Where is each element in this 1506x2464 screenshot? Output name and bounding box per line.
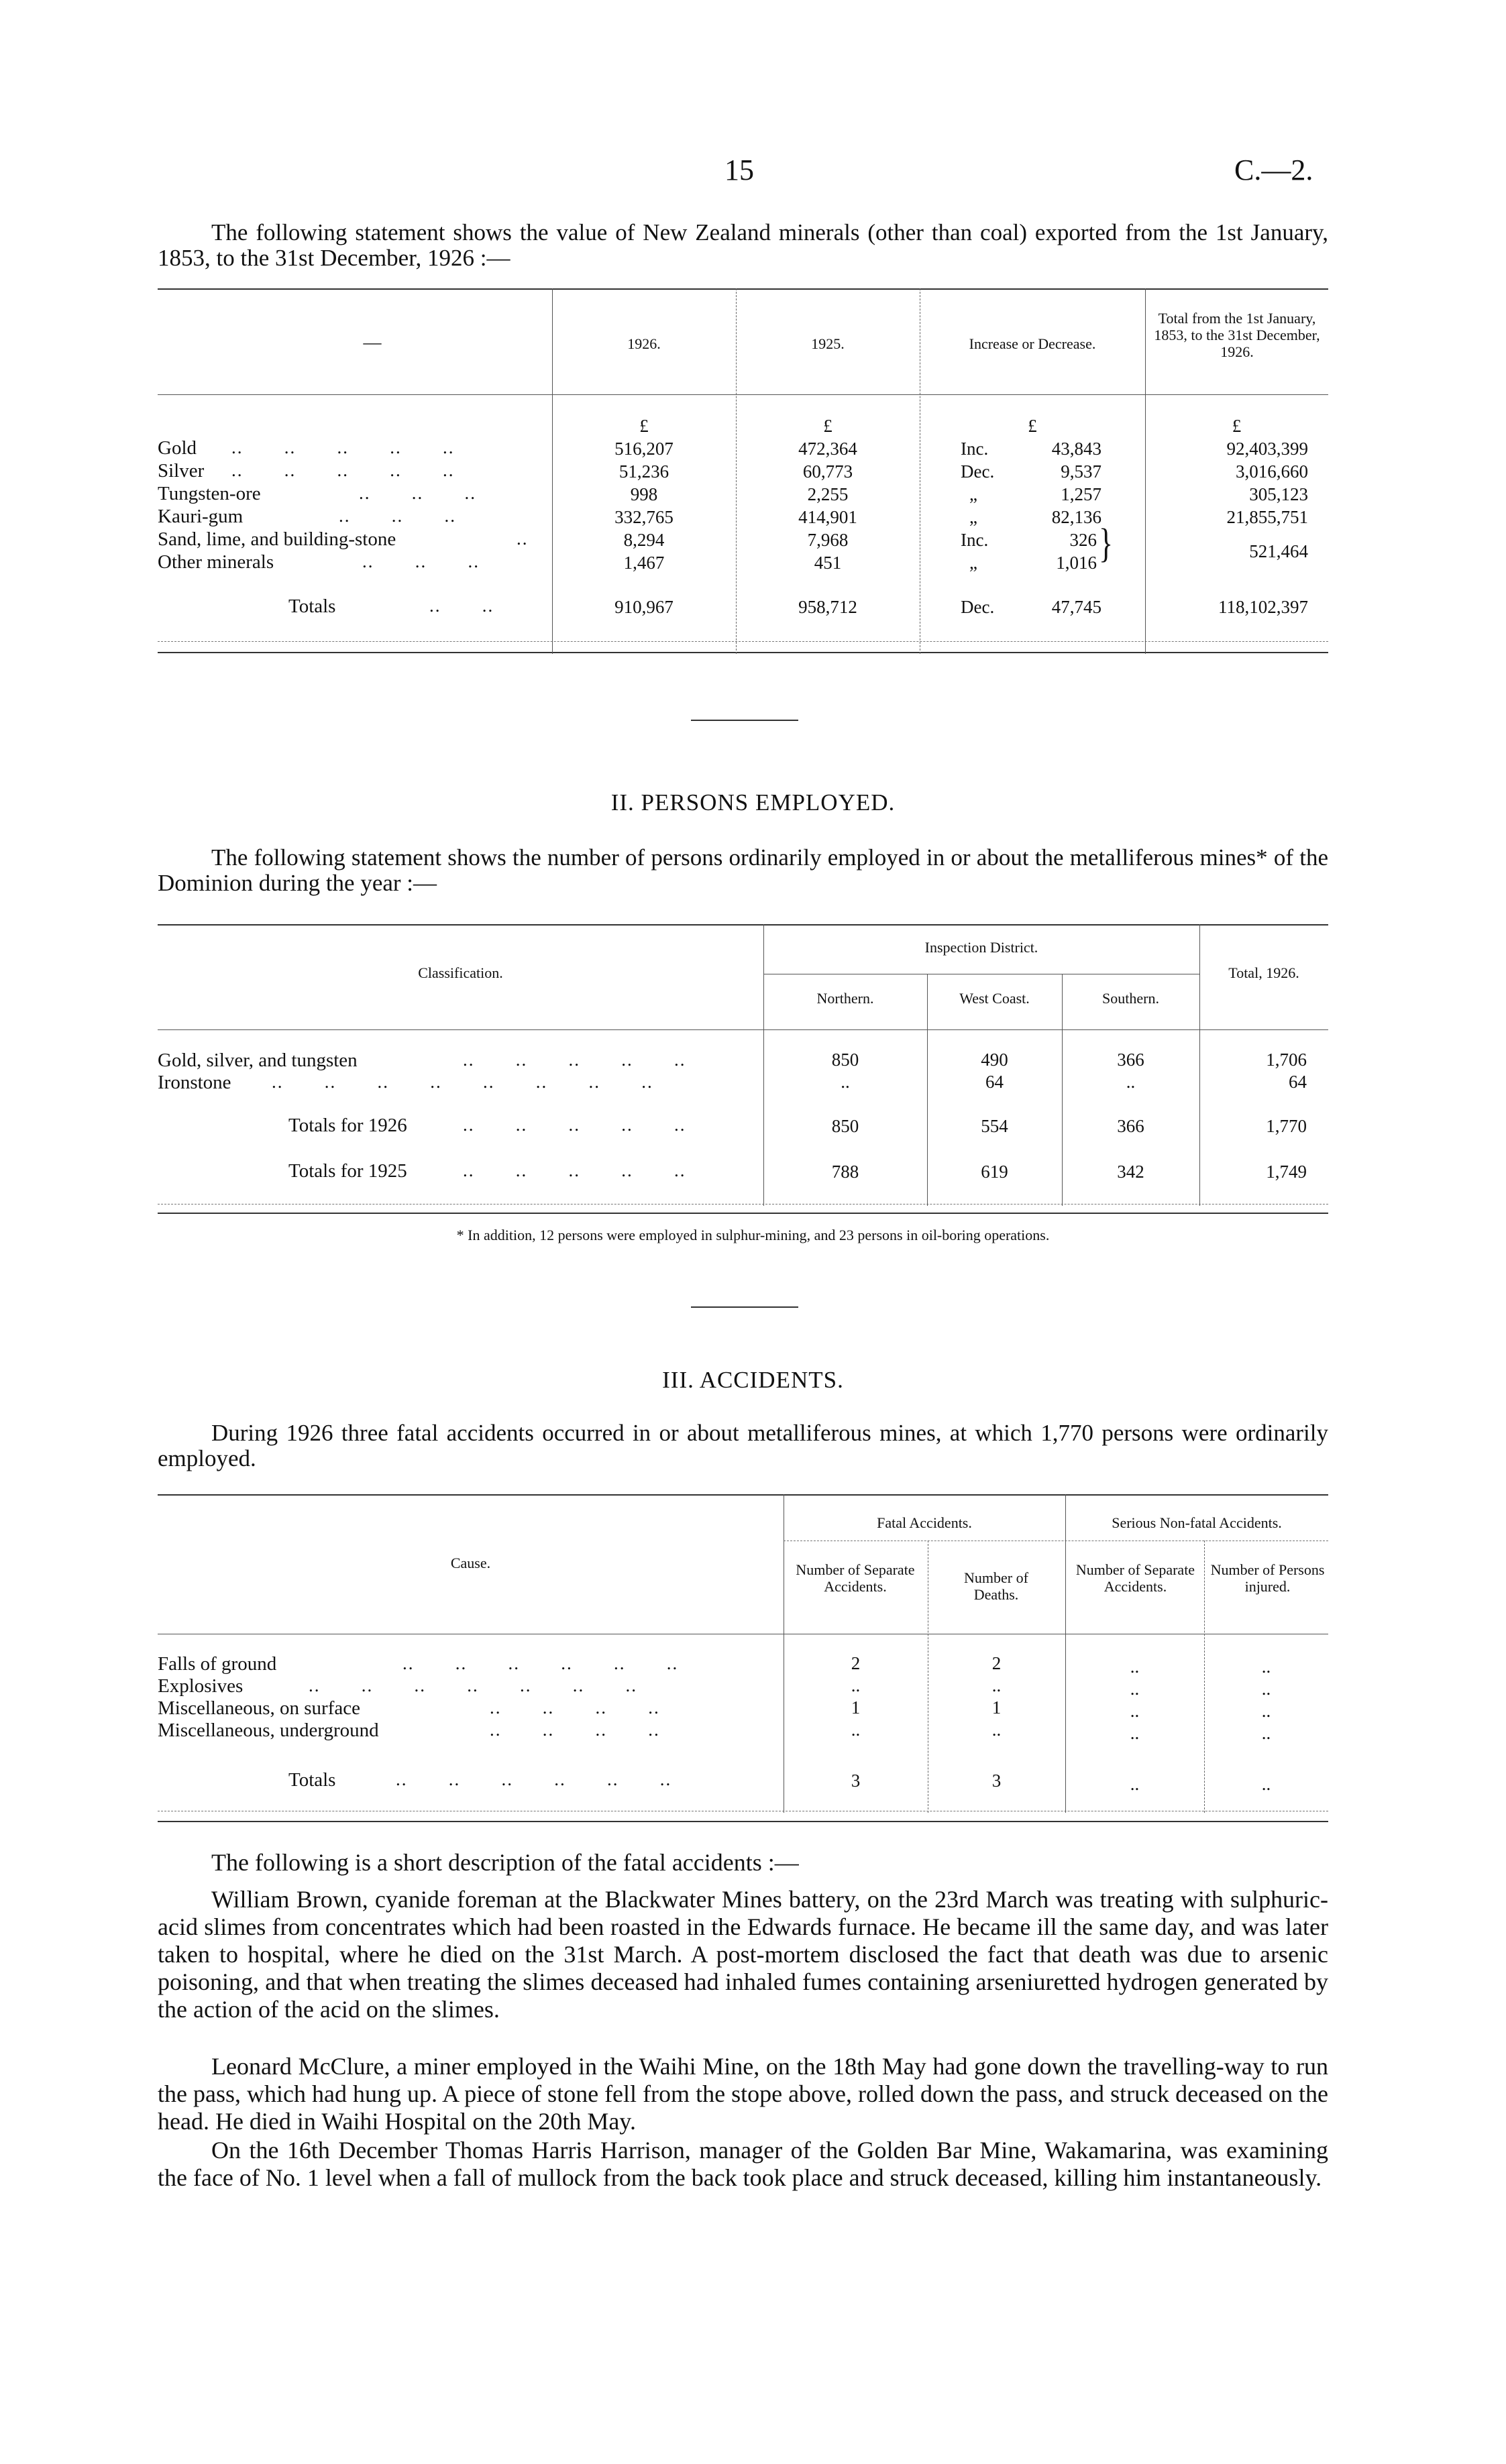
col-divider [1065, 1494, 1066, 1813]
exports-1925-value: 472,364 [798, 439, 857, 459]
table-bottom-rule [158, 652, 1328, 653]
accidents-fatal-separate: 1 [851, 1697, 861, 1718]
leader-dots: .. .. .. .. .. .. .. .. [272, 1072, 653, 1092]
accidents-intro: During 1926 three fatal accidents occurred in or about metalliferous mines, at which 1,770 persons were ordinarily employed. [158, 1420, 1328, 1471]
exports-totals-label: Totals [288, 596, 336, 617]
exports-combined-total: 521,464 [1249, 541, 1308, 561]
persons-west: 64 [985, 1072, 1004, 1092]
persons-footnote: * In addition, 12 persons were employed in sulphur-mining, and 23 persons in oil-boring operations. [456, 1227, 1050, 1243]
leader-dots: .. .. .. .. .. .. [402, 1653, 679, 1673]
section-title: III. ACCIDENTS. [662, 1367, 844, 1393]
exports-change-value: 82,136 [1051, 507, 1101, 527]
exports-1926-value: 332,765 [614, 507, 674, 527]
accidents-deaths: 2 [991, 1653, 1002, 1673]
persons-header-district: Inspection District. [924, 939, 1038, 956]
accidents-serious-separate: .. [1130, 1723, 1140, 1743]
exports-change-value: 1,016 [1056, 553, 1097, 573]
exports-change-value: 1,257 [1061, 484, 1101, 504]
accidents-injured: .. [1261, 1723, 1271, 1743]
accidents-header-deaths: Number of Deaths. [964, 1569, 1028, 1603]
persons-1925-total: 1,749 [1266, 1162, 1307, 1182]
persons-row-label: Gold, silver, and tungsten [158, 1050, 358, 1071]
exports-change-direction: „ [969, 507, 977, 527]
persons-header-southern: Southern. [1102, 990, 1159, 1007]
leader-dots: .. .. .. .. .. .. [396, 1769, 672, 1789]
accidents-totals-serious-separate: .. [1130, 1774, 1140, 1794]
exports-change-direction: Inc. [961, 439, 989, 459]
currency-symbol: £ [1028, 416, 1037, 436]
exports-intro: The following statement shows the value of New Zealand minerals (other than coal) exported from the 1st January, 1853, to the 31st December, 1926 :— [158, 219, 1328, 271]
exports-1925-value: 60,773 [802, 461, 853, 482]
exports-row-label: Kauri-gum [158, 506, 244, 527]
exports-totals-direction: Dec. [961, 597, 995, 617]
leader-dots: .. .. .. .. .. .. .. [309, 1675, 637, 1695]
exports-1925-value: 7,968 [807, 530, 849, 550]
persons-totals-total: 1,770 [1266, 1116, 1307, 1136]
narrative-paragraph: William Brown, cyanide foreman at the Blackwater Mines battery, on the 23rd March was treating with sulphuric-acid slimes from concentrates which had been roasted in the Edwards furnace. He became ill the same day, and was later taken to hospital, where he died on the 31st March. A post-mortem disclosed the fact that death was due to arsenic poisoning, and that when treating the slimes deceased had inhaled fumes containing arseniuretted hydrogen generated by the action of the acid on the slimes. [158, 1886, 1328, 2023]
exports-1926-value: 1,467 [623, 553, 665, 573]
currency-symbol: £ [1232, 416, 1242, 436]
accidents-header-fatal-separate: Number of Separate Accidents. [796, 1561, 915, 1595]
exports-1925-value: 451 [814, 553, 842, 573]
accidents-header-serious-separate: Number of Separate Accidents. [1075, 1561, 1195, 1595]
leader-dots: .. .. .. .. .. [463, 1115, 686, 1135]
accidents-serious-separate: .. [1130, 1679, 1140, 1699]
exports-row-label: Other minerals [158, 551, 274, 573]
section-divider [691, 720, 798, 721]
exports-total-value: 92,403,399 [1226, 439, 1308, 459]
section-title: II. PERSONS EMPLOYED. [610, 789, 896, 816]
exports-header-total: Total from the 1st January, 1853, to the 31st December, 1926. [1154, 310, 1320, 360]
document-code: C.—2. [1234, 154, 1313, 186]
exports-1926-value: 51,236 [618, 461, 669, 482]
table-bottom-rule [158, 1213, 1328, 1214]
persons-totals-northern: 850 [831, 1116, 859, 1136]
persons-totals-1925-label: Totals for 1925 [288, 1160, 407, 1182]
persons-totals-1926-label: Totals for 1926 [288, 1115, 407, 1136]
table-bottom-rule [158, 1821, 1328, 1822]
accidents-serious-separate: .. [1130, 1701, 1140, 1721]
narrative-lead: The following is a short description of the fatal accidents :— [211, 1849, 799, 1876]
persons-west: 490 [981, 1050, 1008, 1070]
table-bottom-dash [158, 641, 1328, 642]
accidents-deaths: 1 [991, 1697, 1002, 1718]
persons-1925-west: 619 [981, 1162, 1008, 1182]
accidents-fatal-separate: .. [851, 1675, 861, 1695]
exports-1925-value: 414,901 [798, 507, 857, 527]
exports-totals-1925: 958,712 [798, 597, 857, 617]
accidents-injured: .. [1261, 1679, 1271, 1699]
leader-dots: .. .. .. .. .. [231, 460, 455, 480]
exports-row-label: Gold [158, 437, 197, 459]
leader-dots: .. .. .. .. [490, 1697, 660, 1718]
persons-southern: .. [1126, 1072, 1136, 1092]
accidents-injured: .. [1261, 1657, 1271, 1677]
accidents-header-fatal: Fatal Accidents. [877, 1514, 972, 1531]
accidents-injured: .. [1261, 1701, 1271, 1721]
leader-dots: .. .. .. .. .. [463, 1160, 686, 1180]
persons-northern: .. [841, 1072, 850, 1092]
persons-northern: 850 [831, 1050, 859, 1070]
accidents-row-label: Miscellaneous, underground [158, 1720, 379, 1741]
accidents-totals-label: Totals [288, 1769, 336, 1791]
section-divider [691, 1306, 798, 1308]
exports-header-change: Increase or Decrease. [969, 335, 1096, 352]
leader-dots: .. [517, 528, 529, 549]
exports-change-value: 9,537 [1061, 461, 1101, 482]
exports-change-direction: „ [969, 484, 977, 504]
persons-southern: 366 [1117, 1050, 1144, 1070]
exports-change-value: 326 [1069, 530, 1097, 550]
exports-total-value: 21,855,751 [1226, 507, 1308, 527]
table-header-rule [158, 1029, 1328, 1030]
leader-dots: .. .. .. .. .. [463, 1050, 686, 1070]
exports-1926-value: 516,207 [614, 439, 674, 459]
persons-intro: The following statement shows the number of persons ordinarily employed in or about the metalliferous mines* of the Dominion during the year :— [158, 844, 1328, 896]
currency-symbol: £ [823, 416, 832, 436]
persons-header-northern: Northern. [816, 990, 874, 1007]
table-top-rule [158, 288, 1328, 290]
persons-1925-northern: 788 [831, 1162, 859, 1182]
leader-dots: .. .. .. .. [490, 1720, 660, 1740]
table-bottom-dash [158, 1204, 1328, 1205]
accidents-fatal-separate: .. [851, 1720, 861, 1740]
accidents-header-injured: Number of Persons injured. [1210, 1561, 1325, 1595]
exports-row-label: Tungsten-ore [158, 483, 261, 504]
table-top-rule [158, 924, 1328, 926]
narrative-paragraph: Leonard McClure, a miner employed in the Waihi Mine, on the 18th May had gone down the travelling-way to run the pass, which had hung up. A piece of stone fell from the stope above, rolled down the pass, and struck deceased on the head. He died in Waihi Hospital on the 20th May. [158, 2053, 1328, 2135]
leader-dots: .. .. .. [359, 483, 476, 503]
persons-row-label: Ironstone [158, 1072, 231, 1093]
accidents-serious-separate: .. [1130, 1657, 1140, 1677]
exports-totals-change: 47,745 [1051, 597, 1101, 617]
leader-dots: .. .. .. [362, 551, 480, 571]
accidents-row-label: Miscellaneous, on surface [158, 1697, 360, 1719]
exports-change-direction: „ [969, 553, 977, 573]
persons-1925-southern: 342 [1117, 1162, 1144, 1182]
exports-header-1926: 1926. [627, 335, 661, 352]
exports-1925-value: 2,255 [807, 484, 849, 504]
accidents-totals-fatal-separate: 3 [851, 1771, 861, 1791]
persons-header-total: Total, 1926. [1228, 964, 1299, 981]
page-number: 15 [724, 154, 754, 186]
accidents-fatal-separate: 2 [851, 1653, 861, 1673]
persons-header-west: West Coast. [959, 990, 1030, 1007]
exports-1926-value: 8,294 [623, 530, 665, 550]
accidents-header-serious: Serious Non-fatal Accidents. [1112, 1514, 1282, 1531]
accidents-row-label: Explosives [158, 1675, 244, 1697]
exports-row-label: Silver [158, 460, 205, 482]
persons-totals-southern: 366 [1117, 1116, 1144, 1136]
exports-total-value: 3,016,660 [1236, 461, 1308, 482]
exports-change-direction: Dec. [961, 461, 995, 482]
persons-total: 64 [1289, 1072, 1307, 1092]
exports-header-dash: — [363, 332, 382, 352]
exports-change-value: 43,843 [1051, 439, 1101, 459]
leader-dots: .. .. [429, 596, 494, 616]
table-header-rule [158, 394, 1328, 395]
table-top-rule [158, 1494, 1328, 1496]
brace-icon: } [1099, 520, 1114, 567]
accidents-totals-injured: .. [1261, 1774, 1271, 1794]
accidents-deaths: .. [991, 1675, 1002, 1695]
exports-totals-1926: 910,967 [614, 597, 674, 617]
exports-header-1925: 1925. [811, 335, 845, 352]
exports-row-label: Sand, lime, and building-stone [158, 528, 396, 550]
leader-dots: .. .. .. .. .. [231, 437, 455, 457]
persons-total: 1,706 [1266, 1050, 1307, 1070]
accidents-deaths: .. [991, 1720, 1002, 1740]
exports-change-direction: Inc. [961, 530, 989, 550]
exports-total-value: 305,123 [1249, 484, 1308, 504]
accidents-header-cause: Cause. [450, 1555, 491, 1571]
persons-totals-west: 554 [981, 1116, 1008, 1136]
exports-totals-total: 118,102,397 [1218, 597, 1308, 617]
persons-header-classification: Classification. [418, 964, 503, 981]
leader-dots: .. .. .. [339, 506, 456, 526]
accidents-row-label: Falls of ground [158, 1653, 277, 1675]
exports-1926-value: 998 [630, 484, 658, 504]
accidents-totals-deaths: 3 [991, 1771, 1002, 1791]
narrative-paragraph: On the 16th December Thomas Harris Harrison, manager of the Golden Bar Mine, Wakamarina, was examining the face of No. 1 level when a fall of mullock from the back took place and struck deceased, killing him instantaneously. [158, 2137, 1328, 2191]
currency-symbol: £ [639, 416, 649, 436]
